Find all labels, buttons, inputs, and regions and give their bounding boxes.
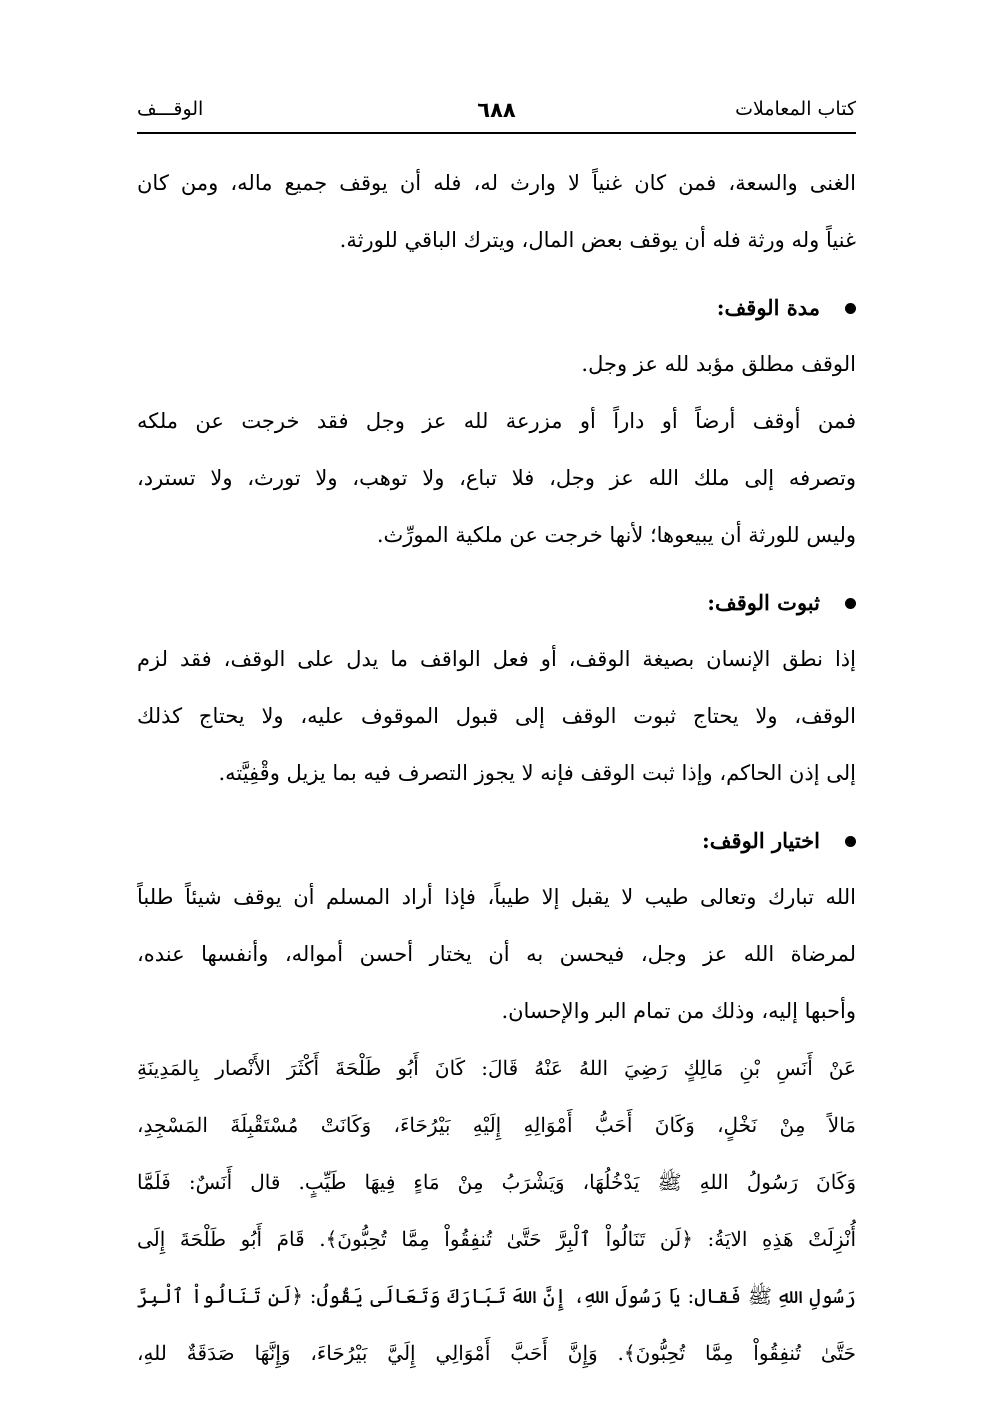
paragraph	[137, 336, 856, 393]
paragraph	[137, 393, 856, 564]
text-line: رَسُولِ اللهِ ﷺ فَقال: يَا رَسُولَ اللهِ، إِنَّ اللهَ تَبَارَكَ وَتَعَالَى يَقُولُ: ﴿لَن تَنَالُواْ ٱلْبِرَّ	[137, 1284, 856, 1308]
book-title: كتاب المعاملات	[735, 98, 856, 120]
section-heading	[137, 574, 856, 631]
text-line: عَنْ أَنَسِ بْنِ مَالِكٍ رَضِيَ اللهُ عَنْهُ قَالَ: كَانَ أَبُو طَلْحَةَ أَكْثَرَ الأَنْصار بِالمَدِينَةِ	[137, 1056, 856, 1080]
paragraph	[137, 869, 856, 1040]
heading-text: ثبوت الوقف:	[707, 590, 820, 615]
bullet-icon	[845, 598, 856, 609]
text-line: غنياً وله ورثة فله أن يوقف بعض المال، ويترك الباقي للورثة.	[339, 228, 856, 252]
text-line: حَتَّىٰ تُنفِقُواْ مِمَّا تُحِبُّونَ﴾. وَإِنَّ أَحَبَّ أَمْوَالِي إِلَيَّ بَيْرُحَاءَ، وَإِنَّهَا صَدَقَةٌ للهِ،	[137, 1341, 856, 1365]
section-heading	[137, 279, 856, 336]
paragraph	[137, 155, 856, 269]
text-line: وأحبها إليه، وذلك من تمام البر والإحسان.	[501, 999, 856, 1023]
hadith-paragraph	[137, 1040, 856, 1382]
bullet-icon	[845, 303, 856, 314]
text-line: وليس للورثة أن يبيعوها؛ لأنها خرجت عن ملكية المورِّث.	[376, 523, 856, 547]
text-line: مَالاً مِنْ نَخْلٍ، وَكَانَ أَحَبُّ أَمْوَالِهِ إِلَيْهِ بَيْرُحَاءَ، وَكَانَتْ مُسْتَقْبِلَةَ المَسْجِدِ،	[137, 1113, 856, 1137]
text-line: إلى إذن الحاكم، وإذا ثبت الوقف فإنه لا يجوز التصرف فيه بما يزيل وقْفِيَّته.	[218, 761, 856, 785]
text-line: إذا نطق الإنسان بصيغة الوقف، أو فعل الواقف ما يدل على الوقف، فقد لزم	[137, 647, 856, 671]
text-line: الوقف مطلق مؤبد لله عز وجل.	[581, 352, 856, 376]
text-line: لمرضاة الله عز وجل، فيحسن به أن يختار أحسن أمواله، وأنفسها عنده،	[137, 942, 856, 966]
section-heading	[137, 812, 856, 869]
page-body	[137, 155, 856, 1382]
text-line: فمن أوقف أرضاً أو داراً أو مزرعة لله عز وجل فقد خرجت عن ملكه	[137, 409, 856, 433]
text-line: الغنى والسعة، فمن كان غنياً لا وارث له، فله أن يوقف جميع ماله، ومن كان	[137, 171, 856, 195]
text-line: أُنْزِلَتْ هَذِهِ الايَةُ: ﴿لَن تَنَالُواْ ٱلْبِرَّ حَتَّىٰ تُنفِقُواْ مِمَّا تُحِبُّونَ﴾. قَامَ أَبُو طَلْحَةَ إِلَى	[137, 1227, 856, 1251]
text-line: وَكَانَ رَسُولُ اللهِ ﷺ يَدْخُلُهَا، وَيَشْرَبُ مِنْ مَاءٍ فِيهَا طَيِّبٍ. قال أَنَسٌ: فَلَمَّا	[137, 1170, 856, 1194]
running-header	[137, 92, 856, 134]
text-line: الوقف، ولا يحتاج ثبوت الوقف إلى قبول الموقوف عليه، ولا يحتاج كذلك	[137, 704, 856, 728]
heading-text: اختيار الوقف:	[702, 828, 820, 853]
bullet-icon	[845, 836, 856, 847]
page-number: ٦٨٨	[477, 98, 516, 122]
section-title: الوقـــف	[137, 98, 204, 120]
text-line: وتصرفه إلى ملك الله عز وجل، فلا تباع، ولا توهب، ولا تورث، ولا تسترد،	[137, 466, 856, 490]
text-line: الله تبارك وتعالى طيب لا يقبل إلا طيباً، فإذا أراد المسلم أن يوقف شيئاً طلباً	[137, 885, 856, 909]
paragraph	[137, 631, 856, 802]
heading-text: مدة الوقف:	[716, 295, 820, 320]
